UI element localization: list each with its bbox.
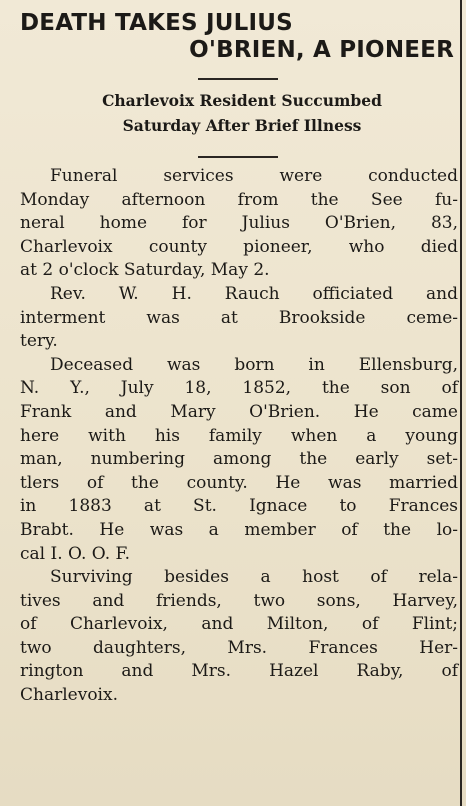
headline [20,10,460,64]
body-line: Frank and Mary O'Brien. He came [20,401,458,422]
article-body [20,165,458,708]
body-line: Funeral services were conducted [50,166,458,186]
body-line: Charlevoix county pioneer, who died [20,236,458,257]
subheadline [24,88,460,138]
body-line: two daughters, Mrs. Frances Her- [20,637,458,658]
body-line: tlers of the county. He was married [20,472,458,493]
subhead-divider [198,156,278,158]
column-rule [460,0,462,806]
body-line: cal I. O. O. F. [20,543,131,564]
body-line: interment was at Brookside ceme- [20,307,458,328]
body-line: Deceased was born in Ellensburg, [50,354,458,375]
body-line: Monday afternoon from the See fu- [20,189,458,210]
body-line: in 1883 at St. Ignace to Frances [20,496,458,517]
body-line: tery. [20,331,58,352]
body-line: Rev. W. H. Rauch officiated and [50,283,458,304]
body-line: at 2 o'clock Saturday, May 2. [20,260,270,281]
body-line: Surviving besides a host of rela- [50,567,458,588]
subheadline-line-2: Saturday After Brief Illness [122,116,362,135]
body-line: of Charlevoix, and Milton, of Flint; [20,614,458,635]
headline-divider [198,78,278,80]
body-line: rington and Mrs. Hazel Raby, of [20,661,458,682]
body-line: here with his family when a young [20,425,458,446]
subheadline-line-1: Charlevoix Resident Succumbed [102,91,382,110]
body-line: neral home for Julius O'Brien, 83, [20,213,458,234]
headline-line-1: DEATH TAKES JULIUS [20,10,293,36]
headline-line-2: O'BRIEN, A PIONEER [189,37,454,63]
body-line: Brabt. He was a member of the lo- [20,519,458,540]
body-line: tives and friends, two sons, Harvey, [20,590,458,611]
body-line: Charlevoix. [20,685,118,706]
body-line: man, numbering among the early set- [20,449,458,470]
body-line: N. Y., July 18, 1852, the son of [20,378,458,399]
